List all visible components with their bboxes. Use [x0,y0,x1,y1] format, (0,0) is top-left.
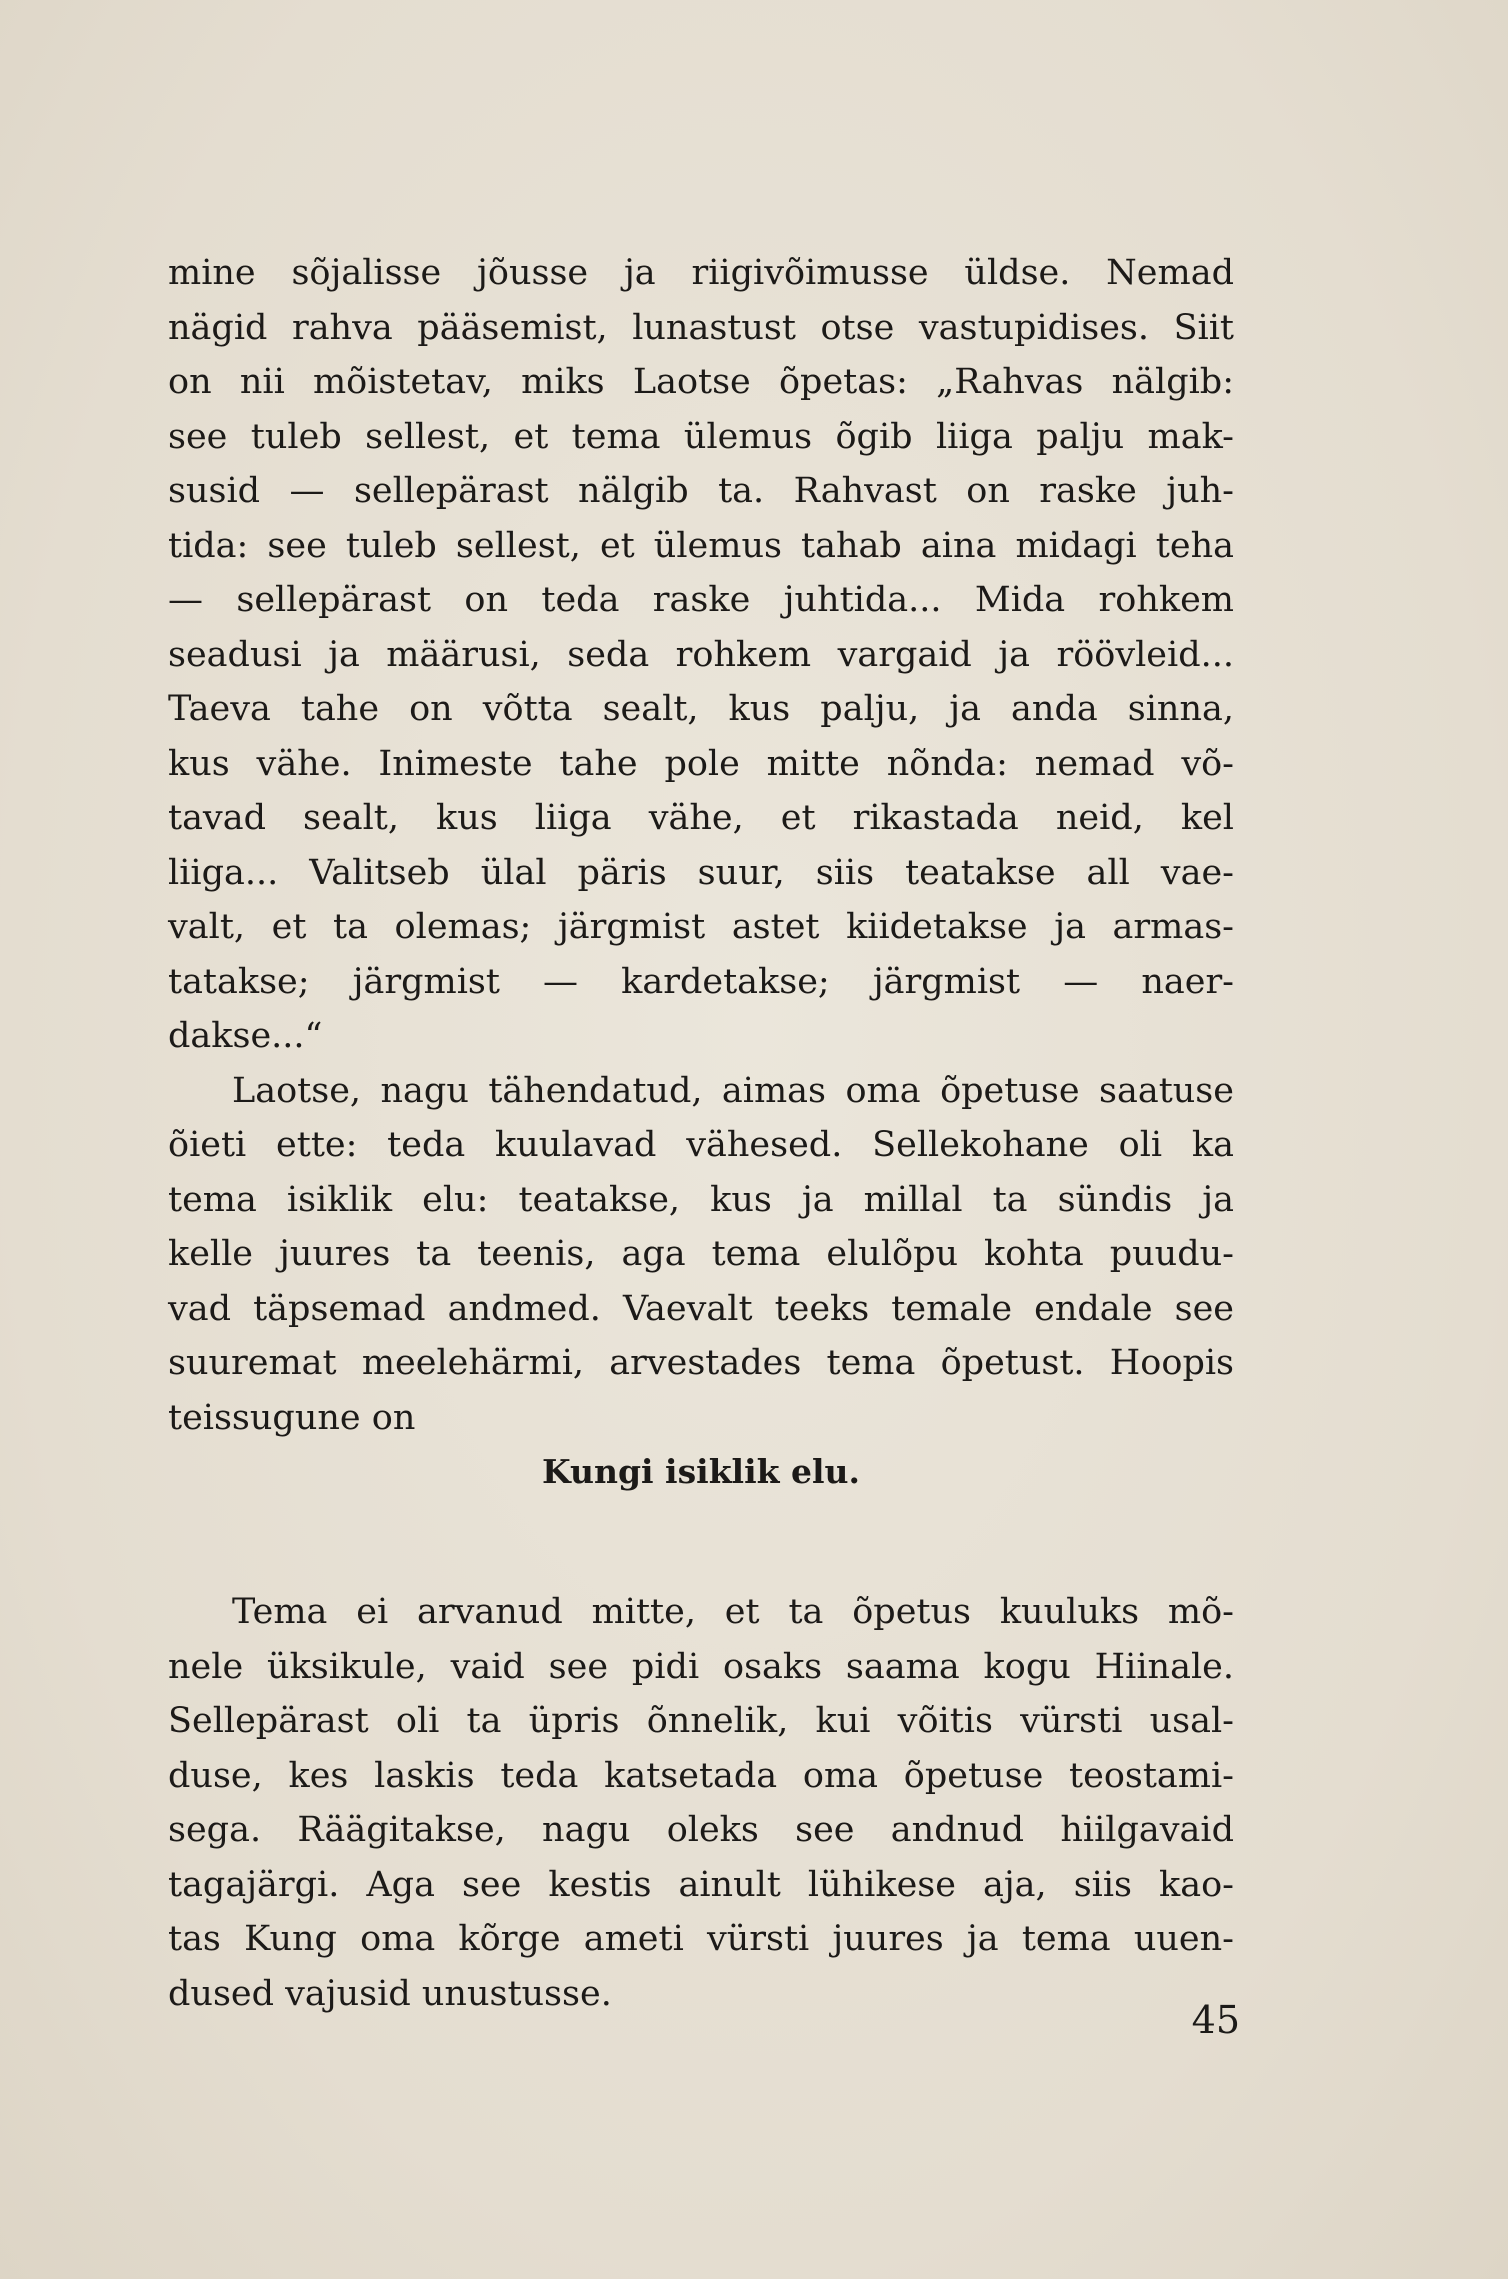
text-line: nägid rahva pääsemist, lunastust otse vastupidises. Siit [168,307,1234,348]
text-line: Tema ei arvanud mitte, et ta õpetus kuuluks mõ- [232,1592,1234,1632]
text-line: on nii mõistetav, miks Laotse õpetas: „Rahvas nälgib: [168,362,1234,402]
text-line: dused vajusid unustusse. [168,1973,612,2014]
text-line: seadusi ja määrusi, seda rohkem vargaid ja röövleid... [168,634,1234,675]
text-line: duse, kes laskis teda katsetada oma õpetuse teostami- [168,1755,1234,1796]
text-line: mine sõjalisse jõusse ja riigivõimusse üldse. Nemad [168,253,1234,293]
text-line: tema isiklik elu: teatakse, kus ja millal ta sündis ja [168,1179,1234,1220]
text-line: nele üksikule, vaid see pidi osaks saama kogu Hiinale. [168,1646,1234,1687]
page-number: 45 [1191,1998,1240,2042]
text-line: liiga... Valitseb ülal päris suur, siis teatakse all vae- [168,852,1234,893]
spacer [168,1499,1234,1585]
text-line: tagajärgi. Aga see kestis ainult lühikese aja, siis kao- [168,1864,1234,1905]
paragraph-1 [168,246,1234,1064]
text-line: kelle juures ta teenis, aga tema elulõpu kohta puudu- [168,1234,1234,1274]
section-heading: Kungi isiklik elu. [542,1452,860,1491]
text-line: valt, et ta olemas; järgmist astet kiidetakse ja armas- [168,907,1234,947]
text-line: teissugune on [168,1397,416,1438]
text-line: tida: see tuleb sellest, et ülemus tahab aina midagi teha [168,525,1234,566]
text-line: vad täpsemad andmed. Vaevalt teeks temale endale see [168,1288,1234,1329]
text-line: tatakse; järgmist — kardetakse; järgmist — naer- [168,961,1234,1002]
paragraph-2 [168,1064,1234,1446]
text-line: Taeva tahe on võtta sealt, kus palju, ja anda sinna, [168,689,1234,729]
text-line: susid — sellepärast nälgib ta. Rahvast on raske juh- [168,471,1234,511]
text-line: — sellepärast on teda raske juhtida... Mida rohkem [168,580,1234,620]
text-line: dakse...“ [168,1016,323,1056]
text-line: Laotse, nagu tähendatud, aimas oma õpetuse saatuse [232,1070,1234,1111]
text-line: sega. Räägitakse, nagu oleks see andnud hiilgavaid [168,1810,1234,1850]
text-line: see tuleb sellest, et tema ülemus õgib liiga palju mak- [168,416,1234,457]
text-line: tas Kung oma kõrge ameti vürsti juures ja tema uuen- [168,1919,1234,1959]
paragraph-3 [168,1585,1234,2021]
text-line: suuremat meelehärmi, arvestades tema õpetust. Hoopis [168,1343,1234,1383]
text-line: Sellepärast oli ta üpris õnnelik, kui võitis vürsti usal- [168,1701,1234,1741]
text-line: õieti ette: teda kuulavad vähesed. Sellekohane oli ka [168,1125,1234,1165]
text-line: tavad sealt, kus liiga vähe, et rikastada neid, kel [168,798,1234,838]
text-block [168,246,1234,2021]
text-line: kus vähe. Inimeste tahe pole mitte nõnda: nemad võ- [168,743,1234,784]
